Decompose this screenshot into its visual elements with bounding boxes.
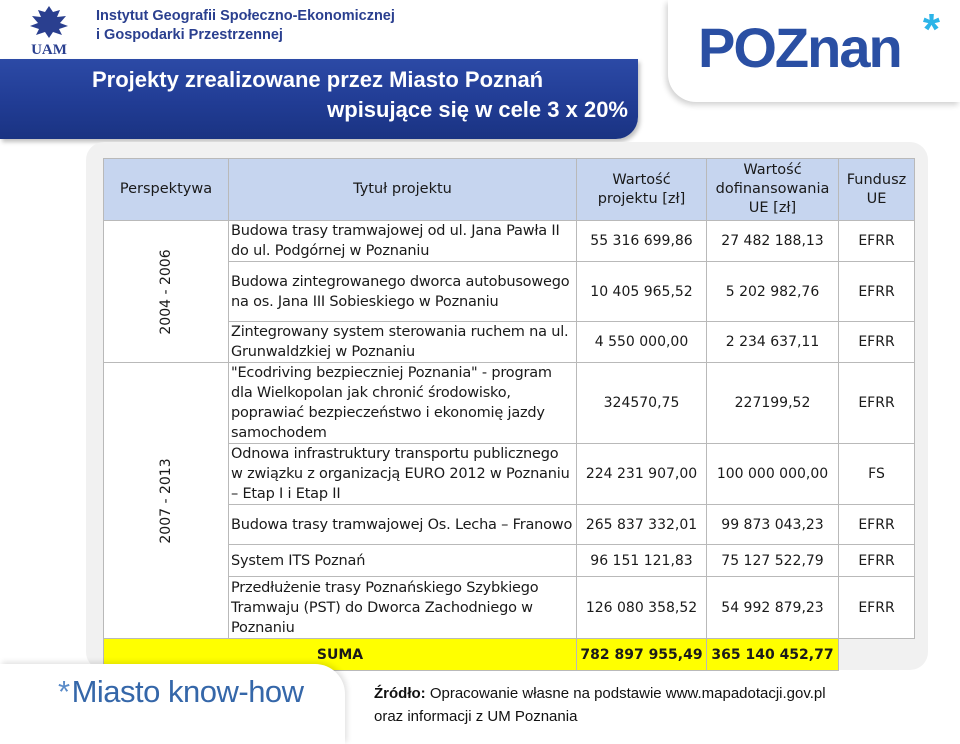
project-title: System ITS Poznań <box>229 545 577 577</box>
uam-logo-text: UAM <box>31 42 67 58</box>
project-cofinancing: 54 992 879,23 <box>707 577 839 639</box>
miasto-know-how-logo <box>58 674 304 710</box>
project-value: 324570,75 <box>577 363 707 444</box>
period-cell: 2007 - 2013 <box>104 363 229 639</box>
project-title: Przedłużenie trasy Poznańskiego Szybkiego Tramwaju (PST) do Dworca Zachodniego w Poznaniu <box>229 577 577 639</box>
table-row <box>104 221 915 262</box>
uam-logo <box>22 4 76 58</box>
table-header-row <box>104 159 915 221</box>
header-fund: Fundusz UE <box>839 159 915 221</box>
source-line-2: oraz informacji z UM Poznania <box>374 708 578 725</box>
sum-value: 782 897 955,49 <box>577 639 707 671</box>
project-value: 265 837 332,01 <box>577 505 707 545</box>
sum-cofinancing: 365 140 452,77 <box>707 639 839 671</box>
source-label: Źródło: <box>374 685 426 702</box>
project-fund: EFRR <box>839 262 915 322</box>
project-fund: FS <box>839 444 915 505</box>
project-cofinancing: 2 234 637,11 <box>707 322 839 363</box>
project-fund: EFRR <box>839 221 915 262</box>
institute-line-1: Instytut Geografii Społeczno-Ekonomicznej <box>96 8 395 24</box>
project-cofinancing: 75 127 522,79 <box>707 545 839 577</box>
project-cofinancing: 99 873 043,23 <box>707 505 839 545</box>
project-cofinancing: 27 482 188,13 <box>707 221 839 262</box>
page-title-line-2: wpisujące się w cele 3 x 20% <box>327 97 628 122</box>
project-value: 4 550 000,00 <box>577 322 707 363</box>
project-title: Budowa trasy tramwajowej Os. Lecha – Franowo <box>229 505 577 545</box>
project-fund: EFRR <box>839 322 915 363</box>
project-fund: EFRR <box>839 363 915 444</box>
project-fund: EFRR <box>839 505 915 545</box>
sum-blank <box>839 639 915 671</box>
knowhow-text: Miasto know-how <box>71 674 304 709</box>
header-cofinancing: Wartość dofinansowania UE [zł] <box>707 159 839 221</box>
project-cofinancing: 5 202 982,76 <box>707 262 839 322</box>
knowhow-star-icon: * <box>58 674 70 709</box>
sum-label: SUMA <box>104 639 577 671</box>
project-title: Odnowa infrastruktury transportu publicznego w związku z organizacją EURO 2012 w Poznaniu – Etap I i Etap II <box>229 444 577 505</box>
project-value: 224 231 907,00 <box>577 444 707 505</box>
project-value: 96 151 121,83 <box>577 545 707 577</box>
projects-table <box>103 158 915 671</box>
project-value: 55 316 699,86 <box>577 221 707 262</box>
page-title-line-1: Projekty zrealizowane przez Miasto Poznań <box>92 67 544 92</box>
header-perspective: Perspektywa <box>104 159 229 221</box>
project-title: "Ecodriving bezpieczniej Poznania" - program dla Wielkopolan jak chronić środowisko, poprawiać bezpieczeństwo i ekonomię jazdy samochodem <box>229 363 577 444</box>
source-text: Opracowanie własne na podstawie www.mapadotacji.gov.pl <box>425 685 826 702</box>
project-cofinancing: 100 000 000,00 <box>707 444 839 505</box>
header-value: Wartość projektu [zł] <box>577 159 707 221</box>
institute-line-2: i Gospodarki Przestrzennej <box>96 27 283 43</box>
project-value: 126 080 358,52 <box>577 577 707 639</box>
institute-name <box>96 7 395 45</box>
source-note <box>374 682 826 728</box>
poznan-logo-text: POZnan <box>698 16 901 79</box>
table-row <box>104 363 915 444</box>
project-title: Zintegrowany system sterowania ruchem na ul. Grunwaldzkiej w Poznaniu <box>229 322 577 363</box>
project-title: Budowa trasy tramwajowej od ul. Jana Pawła II do ul. Podgórnej w Poznaniu <box>229 221 577 262</box>
project-fund: EFRR <box>839 545 915 577</box>
title-banner <box>0 59 638 139</box>
poznan-logo <box>668 0 960 102</box>
project-title: Budowa zintegrowanego dworca autobusowego na os. Jana III Sobieskiego w Poznaniu <box>229 262 577 322</box>
project-cofinancing: 227199,52 <box>707 363 839 444</box>
period-cell: 2004 - 2006 <box>104 221 229 363</box>
project-fund: EFRR <box>839 577 915 639</box>
header-title: Tytuł projektu <box>229 159 577 221</box>
project-value: 10 405 965,52 <box>577 262 707 322</box>
poznan-star-icon: * <box>922 5 940 54</box>
